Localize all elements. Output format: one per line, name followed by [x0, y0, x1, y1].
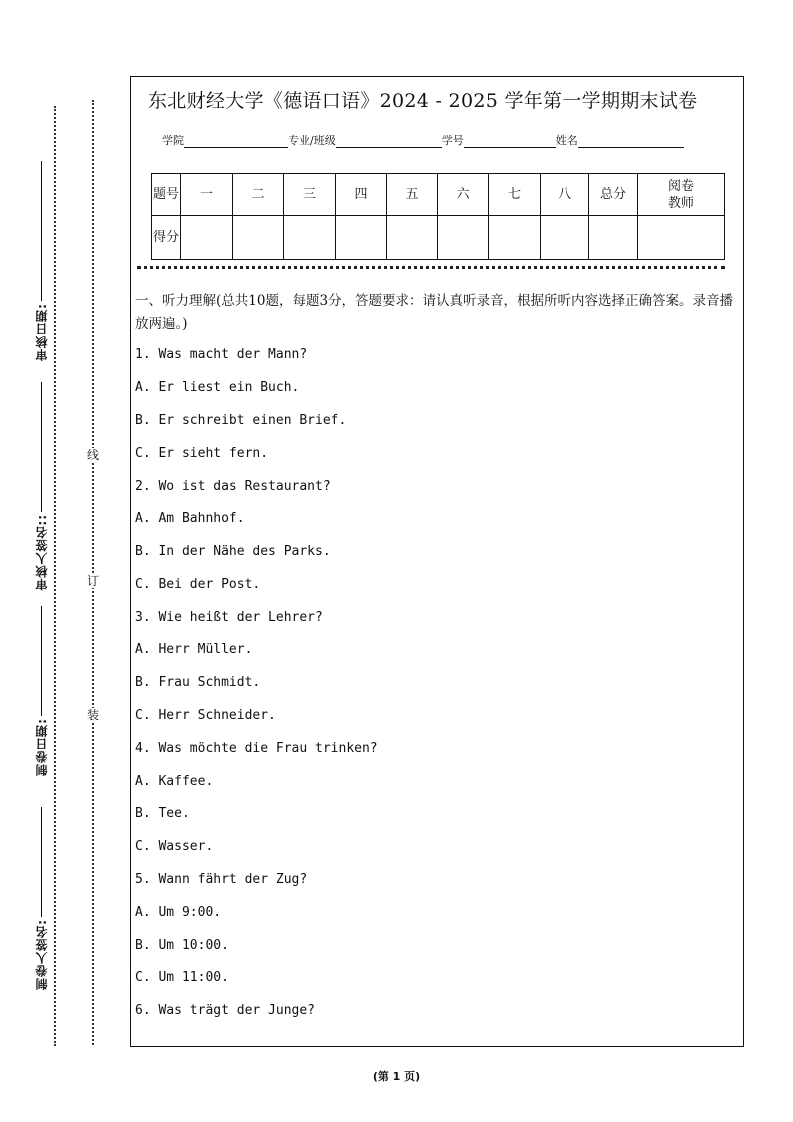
col-header-6: 六 [438, 174, 489, 216]
college-label: 学院 [162, 134, 184, 147]
option-line: B. Um 10:00. [135, 938, 229, 953]
option-line: C. Wasser. [135, 839, 214, 854]
student-id-field[interactable] [464, 135, 556, 148]
score-cell-8[interactable] [541, 216, 589, 260]
option-line: C. Er sieht fern. [135, 446, 269, 461]
major-class-field[interactable] [336, 135, 442, 148]
option-line: B. Tee. [135, 806, 190, 821]
binding-dotted-line [92, 100, 94, 1045]
row-label-defen: 得分 [152, 216, 181, 260]
option-line: A. Am Bahnhof. [135, 511, 245, 526]
page-number: (第 1 页) [372, 1070, 421, 1083]
option-line: B. Er schreibt einen Brief. [135, 413, 347, 428]
col-header-2: 二 [233, 174, 284, 216]
student-id-label: 学号 [441, 134, 464, 147]
score-cell-1[interactable] [181, 216, 233, 260]
make-signature-label: 制卷人签名: [34, 919, 49, 990]
question-line: 1. Was macht der Mann? [135, 347, 308, 362]
score-cell-grader[interactable] [638, 216, 725, 260]
review-signature-label: 审核人签名:: [34, 514, 49, 591]
major-class-label: 专业/班级 [288, 134, 336, 147]
college-field[interactable] [184, 135, 288, 148]
section-heading: 一、听力理解(总共10题，每题3分，答题要求：请认真听录音，根据所听内容选择正确答案。录音播放两遍。) [135, 293, 734, 332]
make-date-label: 制卷日期: [34, 718, 49, 776]
make-signature-field[interactable] [26, 790, 56, 990]
option-line: A. Um 9:00. [135, 905, 222, 920]
review-date-blank[interactable] [41, 161, 42, 301]
score-table-header-row [152, 174, 725, 216]
review-signature-blank[interactable] [41, 382, 42, 512]
score-table [151, 173, 725, 260]
col-header-grader: 阅卷教师 [638, 174, 725, 216]
col-header-8: 八 [541, 174, 589, 216]
option-line: A. Kaffee. [135, 774, 214, 789]
student-info-row [162, 130, 684, 148]
score-cell-2[interactable] [233, 216, 284, 260]
option-line: A. Er liest ein Buch. [135, 380, 300, 395]
question-line: 6. Was trägt der Junge? [135, 1003, 316, 1018]
option-line: B. Frau Schmidt. [135, 675, 261, 690]
score-cell-3[interactable] [284, 216, 336, 260]
row-label-tihao: 题号 [152, 174, 181, 216]
score-cell-4[interactable] [336, 216, 387, 260]
option-line: C. Bei der Post. [135, 577, 261, 592]
col-header-4: 四 [336, 174, 387, 216]
question-line: 2. Wo ist das Restaurant? [135, 479, 331, 494]
option-line: B. In der Nähe des Parks. [135, 544, 331, 559]
binding-char-ding: 订 [86, 574, 99, 588]
score-cell-6[interactable] [438, 216, 489, 260]
review-date-field[interactable] [26, 156, 56, 361]
make-date-blank[interactable] [41, 606, 42, 716]
col-header-1: 一 [181, 174, 233, 216]
cut-dotted-line [137, 266, 725, 269]
score-cell-5[interactable] [387, 216, 438, 260]
margin-dotted-line [54, 106, 56, 1046]
binding-char-xian: 线 [86, 448, 99, 462]
option-line: C. Um 11:00. [135, 970, 229, 985]
binding-char-zhuang: 装 [86, 708, 99, 722]
col-header-5: 五 [387, 174, 438, 216]
score-cell-total[interactable] [589, 216, 638, 260]
name-label: 姓名 [555, 134, 578, 147]
review-signature-field[interactable] [26, 366, 56, 591]
make-signature-blank[interactable] [41, 807, 42, 917]
score-cell-7[interactable] [489, 216, 541, 260]
col-header-total: 总分 [589, 174, 638, 216]
question-line: 4. Was möchte die Frau trinken? [135, 741, 378, 756]
question-line: 3. Wie heißt der Lehrer? [135, 610, 323, 625]
question-line: 5. Wann fährt der Zug? [135, 872, 308, 887]
option-line: C. Herr Schneider. [135, 708, 276, 723]
col-header-3: 三 [284, 174, 336, 216]
col-header-7: 七 [489, 174, 541, 216]
review-date-label: 审核日期: [34, 303, 49, 361]
name-field[interactable] [578, 135, 684, 148]
score-table-score-row [152, 216, 725, 260]
make-date-field[interactable] [26, 596, 56, 776]
option-line: A. Herr Müller. [135, 642, 253, 657]
exam-title: 东北财经大学《德语口语》2024 - 2025 学年第一学期期末试卷 [148, 90, 698, 112]
